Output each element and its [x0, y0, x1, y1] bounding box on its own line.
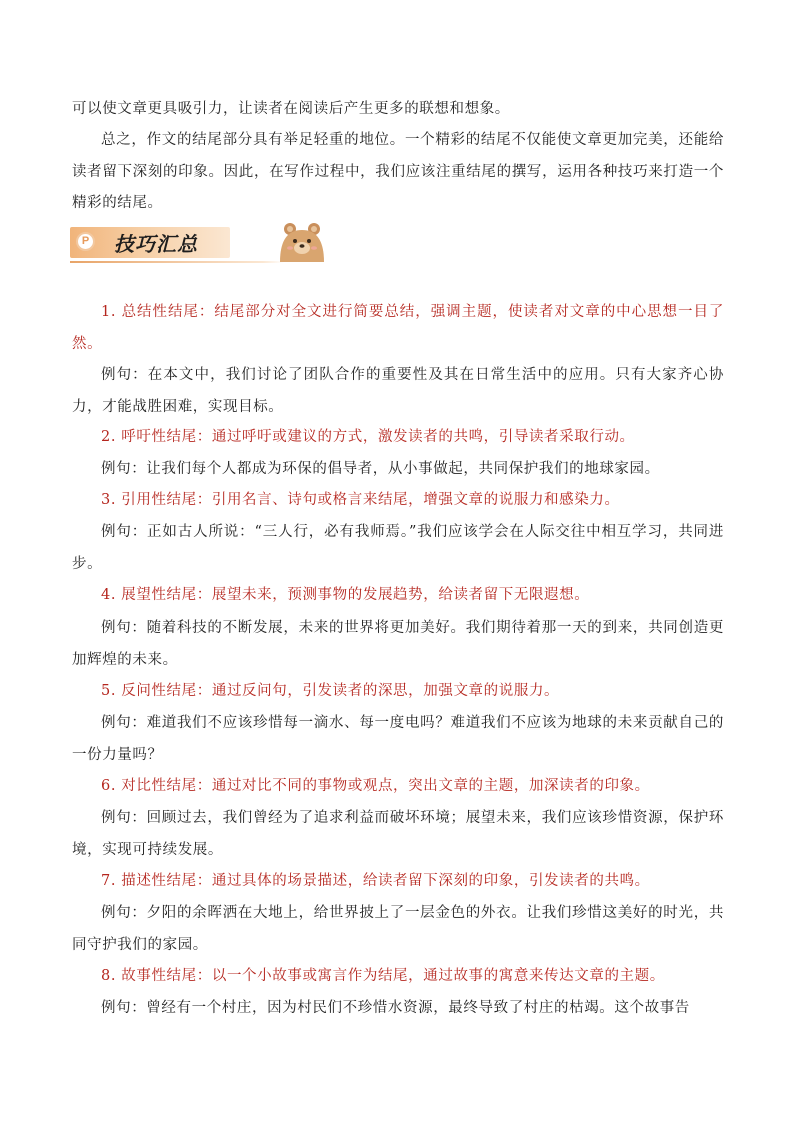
item-5-example: 例句：难道我们不应该珍惜每一滴水、每一度电吗？难道我们不应该为地球的未来贡献自己的一份力量吗？: [72, 715, 724, 763]
item-7-heading: 7. 描述性结尾：通过具体的场景描述，给读者留下深刻的印象，引发读者的共鸣。: [101, 873, 650, 889]
item-4-heading: 4. 展望性结尾：展望未来，预测事物的发展趋势，给读者留下无限遐想。: [101, 587, 590, 603]
section-title: 技巧汇总: [114, 232, 198, 256]
item-5-heading: 5. 反问性结尾：通过反问句，引发读者的深思，加强文章的说服力。: [101, 683, 560, 699]
item-4-example: 例句：随着科技的不断发展，未来的世界将更加美好。我们期待着那一天的到来，共同创造更加辉煌的未来。: [72, 620, 724, 668]
item-2-heading: 2. 呼吁性结尾：通过呼吁或建议的方式，激发读者的共鸣，引导读者采取行动。: [101, 429, 635, 445]
item-1-example: 例句：在本文中，我们讨论了团队合作的重要性及其在日常生活中的应用。只有大家齐心协力，才能战胜困难，实现目标。: [72, 367, 724, 415]
item-3-heading: 3. 引用性结尾：引用名言、诗句或格言来结尾，增强文章的说服力和感染力。: [101, 492, 620, 508]
item-2-example: 例句：让我们每个人都成为环保的倡导者，从小事做起，共同保护我们的地球家园。: [101, 461, 660, 477]
item-6-heading: 6. 对比性结尾：通过对比不同的事物或观点，突出文章的主题，加深读者的印象。: [101, 778, 650, 794]
item-3-example: 例句：正如古人所说：“三人行，必有我师焉。”我们应该学会在人际交往中相互学习，共同进步。: [72, 524, 724, 572]
item-7-example: 例句：夕阳的余晖洒在大地上，给世界披上了一层金色的外衣。让我们珍惜这美好的时光，共同守护我们的家园。: [72, 905, 724, 953]
paragraph-summary: 总之，作文的结尾部分具有举足轻重的地位。一个精彩的结尾不仅能使文章更加完美，还能给读者留下深刻的印象。因此，在写作过程中，我们应该注重结尾的撰写，运用各种技巧来打造一个精彩的结尾。: [72, 132, 724, 211]
item-1-heading: 1. 总结性结尾：结尾部分对全文进行简要总结，强调主题，使读者对文章的中心思想一目了然。: [72, 304, 724, 352]
bear-icon: [276, 222, 332, 262]
item-8-example: 例句：曾经有一个村庄，因为村民们不珍惜水资源，最终导致了村庄的枯竭。这个故事告: [101, 1000, 690, 1016]
banner-underline: [70, 261, 284, 263]
paragraph-intro-tail: 可以使文章更具吸引力，让读者在阅读后产生更多的联想和想象。: [72, 101, 510, 117]
p-badge-icon: P: [76, 232, 95, 251]
section-banner: [70, 224, 284, 264]
item-8-heading: 8. 故事性结尾：以一个小故事或寓言作为结尾，通过故事的寓意来传达文章的主题。: [101, 968, 665, 984]
item-6-example: 例句：回顾过去，我们曾经为了追求利益而破坏环境；展望未来，我们应该珍惜资源，保护环境，实现可持续发展。: [72, 810, 724, 858]
